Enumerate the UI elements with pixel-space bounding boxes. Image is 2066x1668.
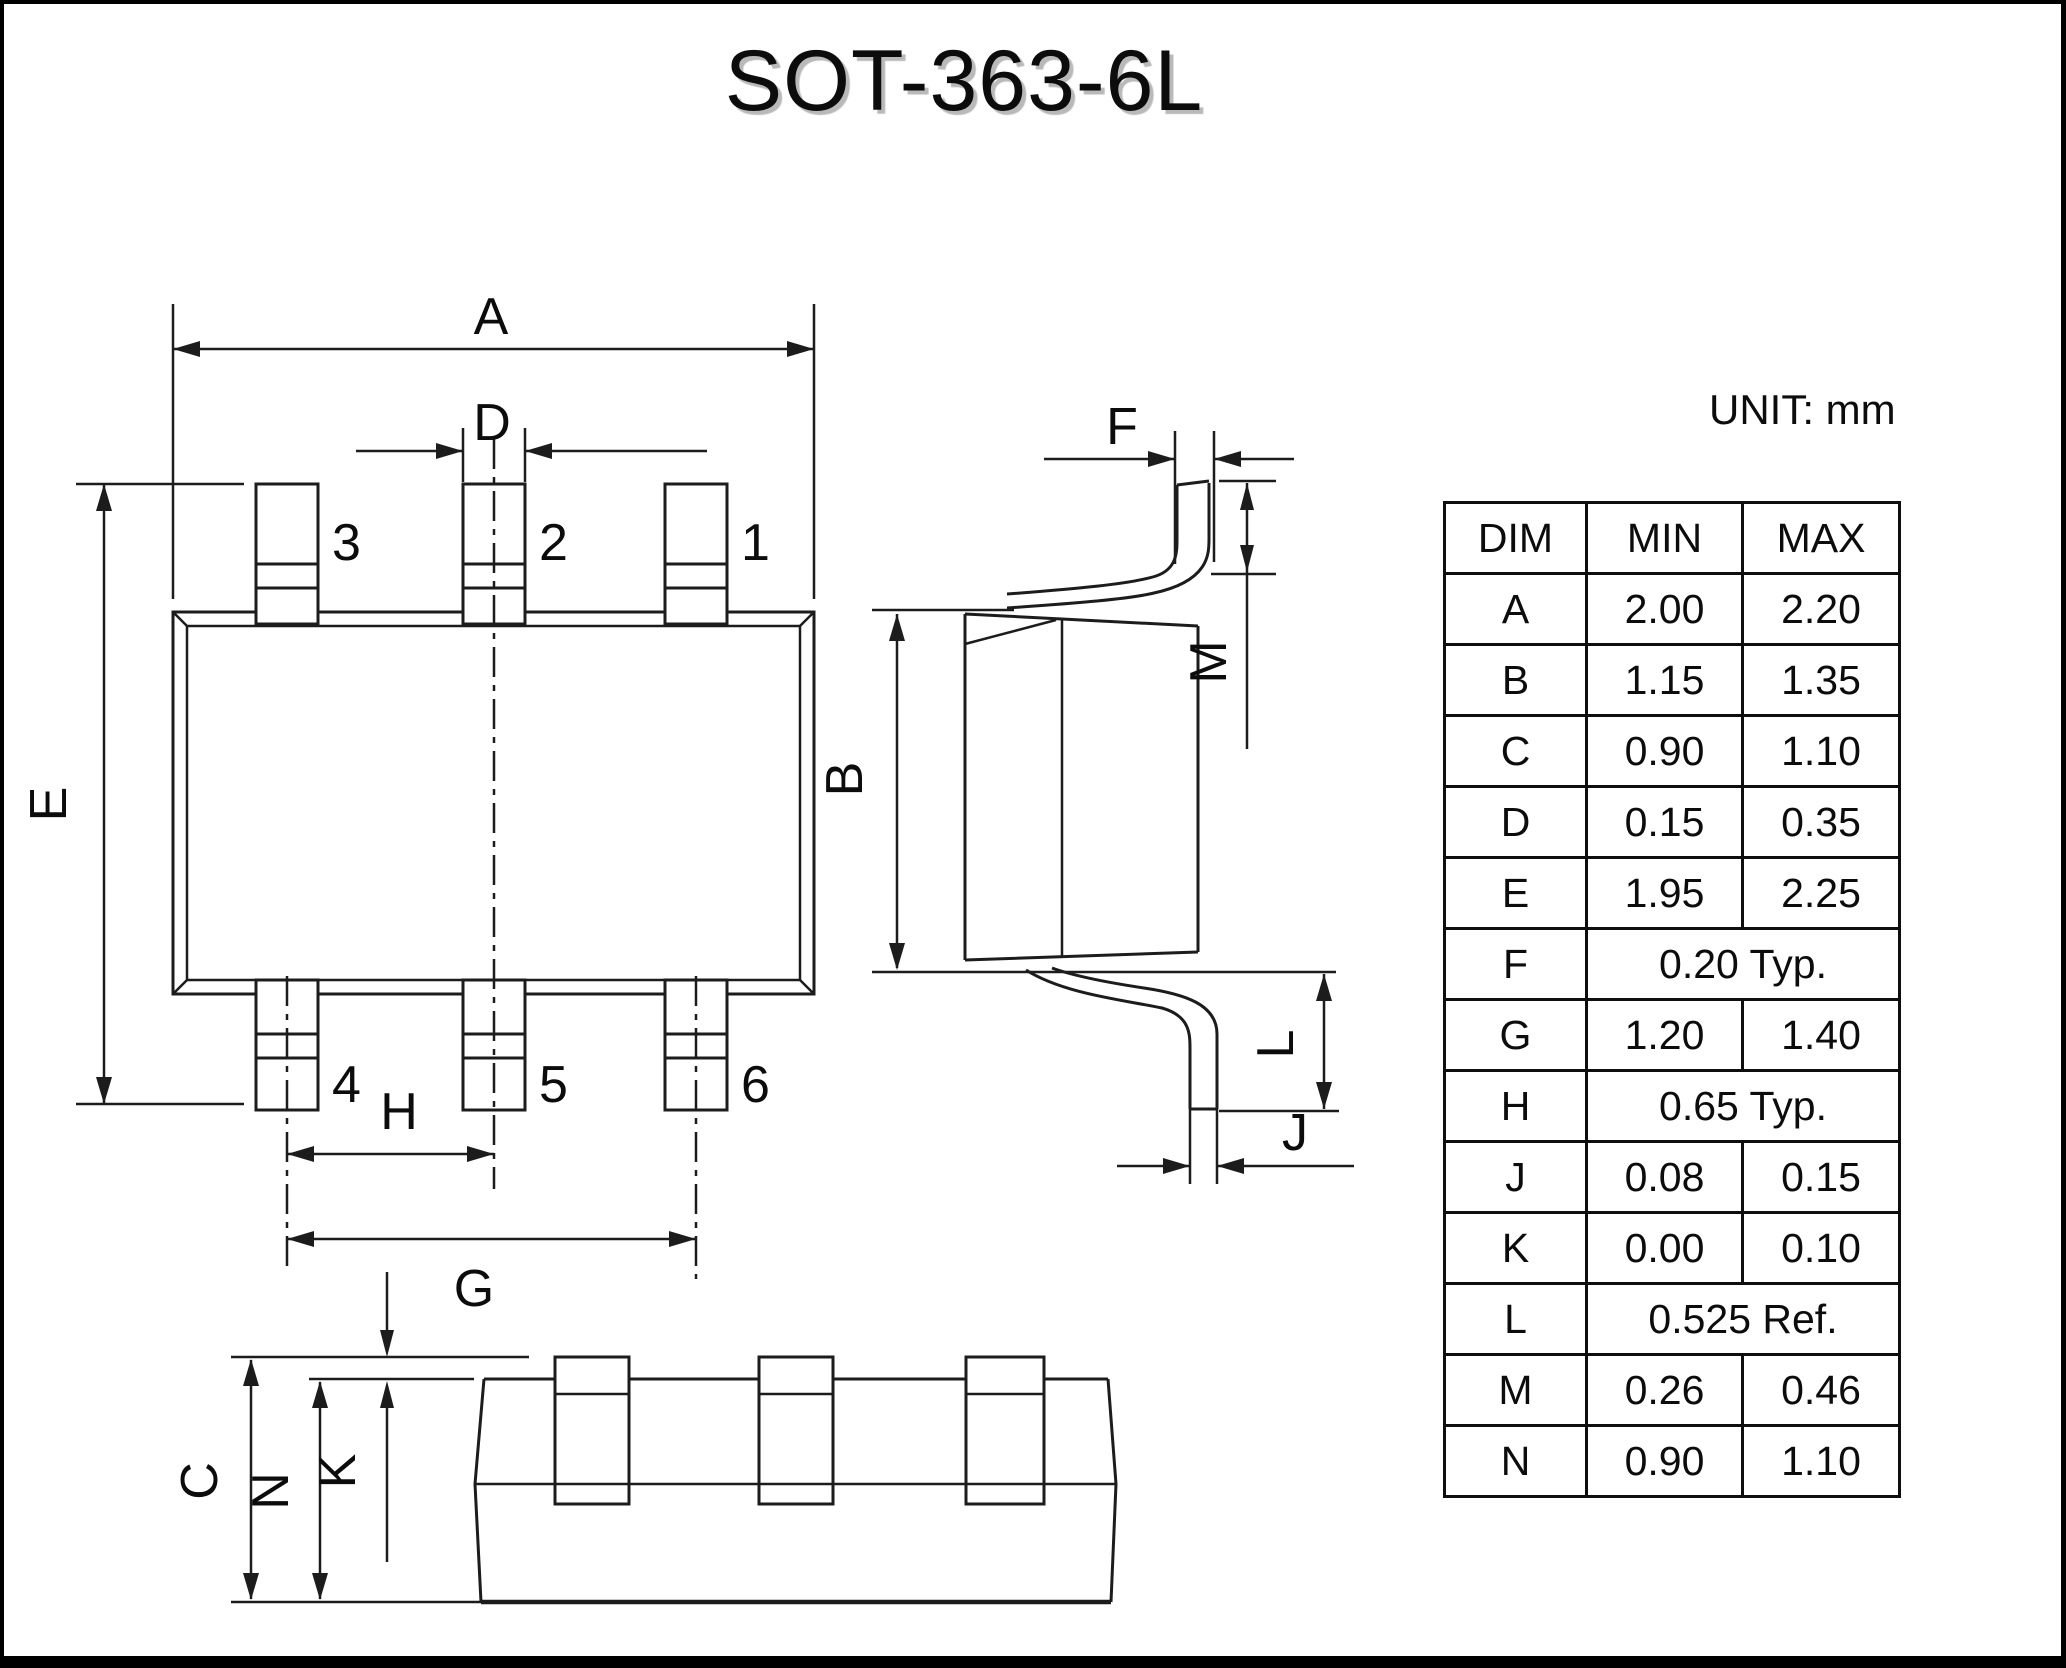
table-row [1445, 1284, 1900, 1355]
dim-label-E: E [20, 786, 78, 822]
cell-min: 1.15 [1587, 645, 1743, 716]
lower-lead-inner [1052, 968, 1217, 1109]
arrowhead [1316, 1082, 1332, 1109]
cell-dim: L [1445, 1284, 1587, 1355]
dim-label-L: L [1247, 1029, 1305, 1059]
dim-E [76, 484, 244, 1104]
arrowhead [312, 1573, 328, 1600]
arrowhead [380, 1381, 394, 1408]
dim-label-M: M [1180, 640, 1238, 684]
arrowhead [287, 1231, 314, 1247]
front-body-left [475, 1379, 484, 1602]
front-lead-tab-2 [759, 1357, 833, 1504]
table-row [1445, 1000, 1900, 1071]
front-lead-tab-1 [555, 1357, 629, 1504]
dim-H [287, 1146, 494, 1162]
cell-max: 0.10 [1743, 1213, 1900, 1284]
top-view [76, 304, 814, 1357]
table-row [1445, 858, 1900, 929]
bottom-pins [256, 980, 727, 1110]
cell-dim: G [1445, 1000, 1587, 1071]
dim-N [312, 1381, 328, 1600]
cell-max: 2.20 [1743, 574, 1900, 645]
cell-dim: C [1445, 716, 1587, 787]
cell-dim: A [1445, 574, 1587, 645]
pin-label-4: 4 [332, 1056, 361, 1114]
pin-label-6: 6 [741, 1056, 770, 1114]
pin-label-3: 3 [332, 514, 361, 572]
dim-G [287, 1231, 696, 1247]
table-row [1445, 1071, 1900, 1142]
table-row [1445, 1213, 1900, 1284]
arrowhead [1214, 451, 1241, 467]
pin-label-2: 2 [539, 514, 568, 572]
arrowhead [380, 1330, 394, 1357]
table-row [1445, 929, 1900, 1000]
upper-lead-outer [1007, 483, 1209, 608]
pin-1 [665, 484, 727, 624]
arrowhead [889, 943, 905, 970]
dim-label-C: C [171, 1462, 229, 1500]
cell-max: 1.35 [1743, 645, 1900, 716]
table-row [1445, 1355, 1900, 1426]
cell-span-value: 0.525 Ref. [1587, 1284, 1900, 1355]
cell-min: 0.08 [1587, 1142, 1743, 1213]
arrowhead [1217, 1158, 1244, 1174]
dim-label-D: D [473, 394, 511, 452]
dim-F [1044, 431, 1294, 564]
cell-dim: N [1445, 1426, 1587, 1497]
upper-lead-inner [1007, 485, 1177, 594]
arrowhead [96, 484, 112, 511]
cell-max: 0.35 [1743, 787, 1900, 858]
pin-label-1: 1 [741, 514, 770, 572]
cell-max: 1.40 [1743, 1000, 1900, 1071]
dim-label-B: B [816, 761, 874, 797]
side-body-chamfer [965, 620, 1056, 644]
cell-min: 0.00 [1587, 1213, 1743, 1284]
cell-max: 0.46 [1743, 1355, 1900, 1426]
dim-D [356, 428, 707, 482]
pin-3 [256, 484, 318, 624]
cell-dim: M [1445, 1355, 1587, 1426]
dim-label-N: N [242, 1472, 300, 1510]
unit-label: UNIT: mm [1709, 386, 1896, 433]
pin-label-5: 5 [539, 1056, 568, 1114]
cell-dim: K [1445, 1213, 1587, 1284]
arrowhead [669, 1231, 696, 1247]
dim-J [1117, 1109, 1354, 1184]
side-view [872, 431, 1354, 1184]
dim-label-H: H [380, 1083, 418, 1141]
cell-max: 1.10 [1743, 716, 1900, 787]
cell-min: 0.90 [1587, 1426, 1743, 1497]
dim-label-G: G [453, 1260, 495, 1318]
arrowhead [1163, 1158, 1190, 1174]
cell-max: 2.25 [1743, 858, 1900, 929]
cell-max: 1.10 [1743, 1426, 1900, 1497]
arrowhead [243, 1359, 259, 1386]
dim-K-upper-arrow [380, 1272, 394, 1357]
cell-dim: H [1445, 1071, 1587, 1142]
table-row [1445, 787, 1900, 858]
front-body-right [1108, 1379, 1116, 1602]
cell-dim: J [1445, 1142, 1587, 1213]
cell-max: 0.15 [1743, 1142, 1900, 1213]
dim-label-K: K [309, 1453, 367, 1489]
dim-label-A: A [473, 288, 509, 346]
arrowhead [287, 1146, 314, 1162]
arrowhead [1240, 483, 1254, 510]
cell-min: 0.15 [1587, 787, 1743, 858]
table-header-row [1445, 503, 1900, 574]
col-header-dim: DIM [1445, 503, 1587, 574]
arrowhead [1240, 545, 1254, 572]
upper-lead-tip [1177, 481, 1209, 485]
table-row [1445, 716, 1900, 787]
labels [20, 288, 1308, 1510]
arrowhead [525, 443, 552, 459]
table-row [1445, 1142, 1900, 1213]
arrowhead [312, 1381, 328, 1408]
arrowhead [436, 443, 463, 459]
dim-label-F: F [1106, 398, 1138, 456]
page-title: SOT-363-6L [724, 33, 1204, 129]
cell-dim: E [1445, 858, 1587, 929]
arrowhead [1148, 451, 1175, 467]
col-header-max: MAX [1743, 503, 1900, 574]
arrowhead [467, 1146, 494, 1162]
cell-dim: F [1445, 929, 1587, 1000]
table-row [1445, 1426, 1900, 1497]
cell-min: 0.90 [1587, 716, 1743, 787]
cell-dim: D [1445, 787, 1587, 858]
dim-label-J: J [1282, 1104, 1308, 1162]
cell-dim: B [1445, 645, 1587, 716]
front-lead-tab-3 [966, 1357, 1044, 1504]
arrowhead [243, 1573, 259, 1600]
arrowhead [787, 341, 814, 357]
cell-span-value: 0.65 Typ. [1587, 1071, 1900, 1142]
top-pins [256, 484, 727, 624]
table-row [1445, 574, 1900, 645]
arrowhead [173, 341, 200, 357]
cell-min: 1.20 [1587, 1000, 1743, 1071]
table-row [1445, 645, 1900, 716]
arrowhead [96, 1077, 112, 1104]
cell-min: 0.26 [1587, 1355, 1743, 1426]
col-header-min: MIN [1587, 503, 1743, 574]
cell-min: 2.00 [1587, 574, 1743, 645]
arrowhead [889, 614, 905, 641]
dim-B [872, 610, 1014, 970]
dimension-table [1443, 501, 1901, 1498]
dim-K-lower-arrow [380, 1381, 394, 1562]
dim-M [1211, 481, 1276, 749]
cell-span-value: 0.20 Typ. [1587, 929, 1900, 1000]
side-body [965, 614, 1198, 960]
cell-min: 1.95 [1587, 858, 1743, 929]
arrowhead [1316, 974, 1332, 1001]
